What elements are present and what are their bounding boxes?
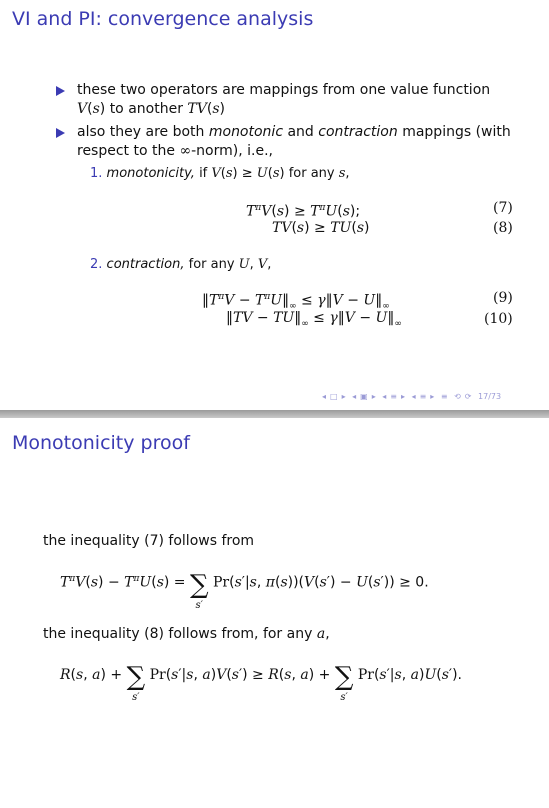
enum-item-2: 2. contraction, for any U, V, [90, 257, 272, 272]
nav-toc-icon[interactable]: ≡ [440, 392, 448, 401]
proof-equation-2: R(s, a) + ∑ s′ Pr(s′|s, a)V(s′) ≥ R(s, a) + ∑ s′ Pr(s′|s, a)U(s′). [60, 662, 462, 703]
equation-7: $T^\pi V(s) \ge T^\pi U(s)$; [246, 203, 361, 220]
enum-item-1: 1. monotonicity, if V(s) ≥ U(s) for any s, [90, 166, 350, 181]
bullet-2-line2: respect to the ∞-norm), i.e., [77, 143, 273, 159]
bullet-triangle-icon [56, 86, 65, 96]
summation-symbol: ∑ s′ [126, 662, 146, 703]
summation-symbol: ∑ s′ [189, 569, 209, 611]
nav-slide-icon[interactable]: ▣ [360, 392, 368, 401]
equation-9: $‖T^\pi V$ − $T^\pi U‖_\infty$ ≤ γ‖V − $U‖_\infty$ [202, 292, 390, 312]
nav-subsection-icon[interactable]: ≡ [419, 392, 427, 401]
bullet-2-line1: also they are both monotonic and contraction mappings (with [77, 124, 511, 140]
bullet-triangle-icon [56, 128, 65, 138]
nav-next-section-icon[interactable]: ▸ [401, 392, 406, 401]
nav-next-subsection-icon[interactable]: ▸ [430, 392, 435, 401]
slide-title: VI and PI: convergence analysis [12, 8, 314, 30]
equation-8: TV(s) ≥ TU(s) [272, 220, 370, 236]
nav-search-icon[interactable]: ⟳ [464, 392, 472, 401]
nav-prev-frame-icon[interactable]: ◂ [322, 392, 327, 401]
equation-9-label: (9) [493, 290, 513, 306]
equation-10-label: (10) [484, 311, 513, 327]
proof-equation-1: $T^\pi V(s) - T^\pi U(s)$ = ∑ s′ Pr(s′|s, π(s))(V(s′) − U(s′)) ≥ 0. [60, 569, 429, 611]
nav-next-frame-icon[interactable]: ▸ [341, 392, 346, 401]
bullet-1-line1: these two operators are mappings from one value function [77, 82, 491, 98]
nav-prev-subsection-icon[interactable]: ◂ [411, 392, 416, 401]
proof-line-2: the inequality (8) follows from, for any a, [43, 626, 330, 642]
slide-title: Monotonicity proof [12, 432, 190, 454]
slide-monotonicity-proof [0, 418, 549, 808]
equation-8-label: (8) [493, 220, 513, 236]
equation-10: ‖TV − $TU‖_\infty$ ≤ γ‖V − $U‖_\infty$ [226, 310, 402, 329]
nav-section-icon[interactable]: ≡ [390, 392, 397, 401]
bullet-1-line2: V(s) to another TV(s) [77, 101, 225, 117]
navigation-bar[interactable] [322, 392, 546, 406]
nav-next-slide-icon[interactable]: ▸ [371, 392, 376, 401]
nav-back-icon[interactable]: ⟲ [454, 392, 461, 401]
summation-symbol: ∑ s′ [334, 662, 354, 703]
nav-prev-section-icon[interactable]: ◂ [382, 392, 387, 401]
page-number: 17/73 [478, 392, 502, 401]
equation-7-label: (7) [493, 200, 513, 216]
nav-prev-slide-icon[interactable]: ◂ [352, 392, 357, 401]
nav-frame-icon[interactable]: □ [330, 392, 338, 401]
proof-line-1: the inequality (7) follows from [43, 533, 255, 549]
slide-divider [0, 410, 549, 418]
